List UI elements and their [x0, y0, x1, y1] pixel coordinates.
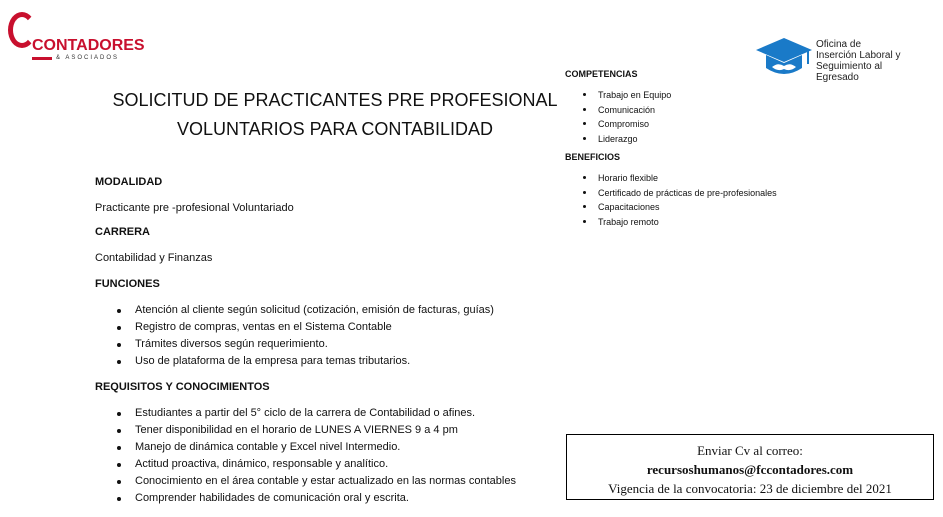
list-item: Uso de plataforma de la empresa para temas tributarios. [95, 353, 555, 370]
list-item: Trabajo en Equipo [565, 88, 805, 103]
competencias-list [565, 88, 805, 146]
carrera-text: Contabilidad y Finanzas [95, 252, 213, 264]
contadores-logo [6, 10, 145, 62]
logo-name: CONTADORES [32, 37, 145, 54]
list-item: Actitud proactiva, dinámico, responsable y analítico. [95, 456, 565, 473]
oficina-line-4: Egresado [816, 72, 859, 83]
list-item: Manejo de dinámica contable y Excel nivel Intermedio. [95, 439, 565, 456]
carrera-heading: CARRERA [95, 226, 150, 238]
modalidad-text: Practicante pre -profesional Voluntariado [95, 202, 294, 214]
modalidad-heading: MODALIDAD [95, 176, 163, 188]
list-item: Tener disponibilidad en el horario de LUNES A VIERNES 9 a 4 pm [95, 422, 565, 439]
oficina-line-1: Oficina de [816, 39, 862, 50]
contact-email[interactable]: recursoshumanos@fccontadores.com [646, 462, 854, 477]
list-item: Atención al cliente según solicitud (cotización, emisión de facturas, guías) [95, 302, 555, 319]
funciones-list [95, 302, 555, 370]
list-item: Conocimiento en el área contable y estar actualizado en las normas contables [95, 473, 565, 490]
oficina-logo [752, 36, 922, 86]
page-title [100, 86, 570, 144]
beneficios-heading: BENEFICIOS [565, 152, 621, 162]
list-item: Capacitaciones [565, 200, 825, 215]
list-item: Trabajo remoto [565, 215, 825, 230]
list-item: Registro de compras, ventas en el Sistema Contable [95, 319, 555, 336]
oficina-line-2: Inserción Laboral y [816, 50, 901, 61]
list-item: Trámites diversos según requerimiento. [95, 336, 555, 353]
list-item: Comunicación [565, 103, 805, 118]
contact-line-1: Enviar Cv al correo: [697, 443, 803, 458]
list-item: Estudiantes a partir del 5° ciclo de la carrera de Contabilidad o afines. [95, 405, 565, 422]
oficina-text [816, 39, 901, 83]
funciones-heading: FUNCIONES [95, 278, 160, 290]
oficina-line-3: Seguimiento al [816, 61, 883, 72]
title-line-2: VOLUNTARIOS PARA CONTABILIDAD [176, 119, 494, 139]
list-item: Comprender habilidades de comunicación oral y escrita. [95, 490, 565, 507]
contact-box [566, 434, 934, 500]
list-item: Horario flexible [565, 171, 825, 186]
requisitos-heading: REQUISITOS Y CONOCIMIENTOS [95, 381, 270, 393]
logo-underline [32, 57, 52, 60]
list-item: Liderazgo [565, 132, 805, 147]
graduation-cap-icon [754, 36, 814, 82]
contact-deadline: Vigencia de la convocatoria: 23 de diciembre del 2021 [608, 481, 892, 496]
list-item: Compromiso [565, 117, 805, 132]
logo-subtitle: & ASOCIADOS [56, 55, 120, 61]
title-line-1: SOLICITUD DE PRACTICANTES PRE PROFESIONAL [112, 90, 558, 110]
list-item: Certificado de prácticas de pre-profesionales [565, 186, 825, 201]
requisitos-list [95, 405, 565, 507]
competencias-heading: COMPETENCIAS [565, 69, 638, 79]
beneficios-list [565, 171, 825, 229]
